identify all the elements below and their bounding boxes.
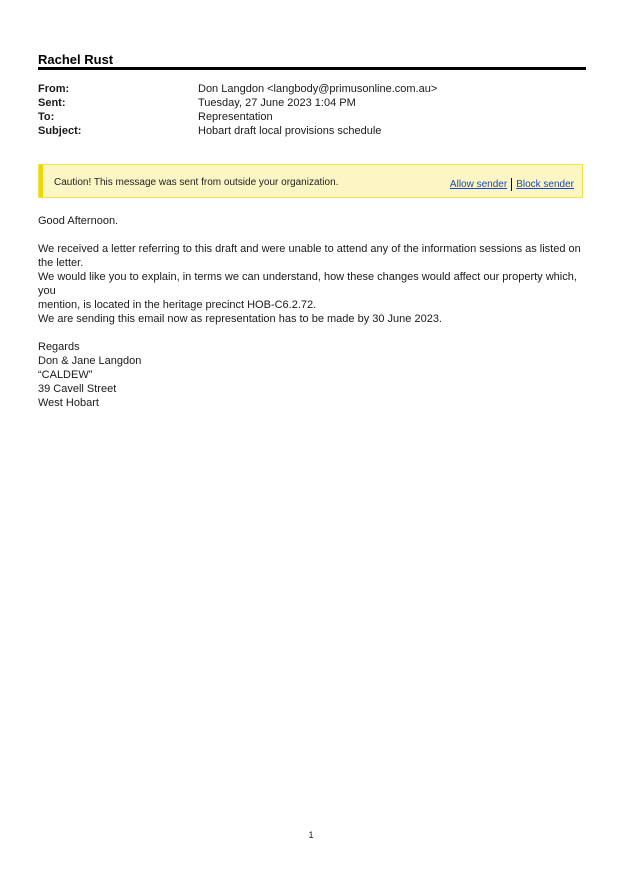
paragraph-1-line-2: the letter.	[38, 257, 84, 269]
sender-names: Don & Jane Langdon	[38, 355, 142, 367]
email-body	[38, 214, 586, 410]
paragraph-gap	[38, 228, 586, 242]
banner-accent-bar	[39, 165, 43, 197]
from-value: Don Langdon <langbody@primusonline.com.au>	[198, 83, 438, 95]
from-label: From:	[38, 83, 70, 95]
to-label: To:	[38, 111, 55, 123]
sent-value: Tuesday, 27 June 2023 1:04 PM	[198, 97, 356, 109]
subject-label: Subject:	[38, 125, 82, 137]
street-address: 39 Cavell Street	[38, 383, 117, 395]
paragraph-3: We are sending this email now as representation has to be made by 30 June 2023.	[38, 313, 442, 325]
banner-action-separator	[511, 178, 512, 191]
signoff: Regards	[38, 341, 80, 353]
subject-value: Hobart draft local provisions schedule	[198, 125, 382, 137]
external-sender-banner	[38, 164, 583, 198]
sent-row	[38, 96, 586, 110]
email-header-fields	[38, 82, 586, 138]
header-divider	[38, 67, 586, 70]
banner-actions	[450, 178, 574, 191]
caution-message: Caution! This message was sent from outside your organization.	[54, 177, 339, 188]
greeting: Good Afternoon.	[38, 215, 119, 227]
sent-label: Sent:	[38, 97, 66, 109]
to-value: Representation	[198, 111, 273, 123]
block-sender-link[interactable]: Block sender	[516, 179, 574, 190]
paragraph-2-line-2: mention, is located in the heritage precinct HOB-C6.2.72.	[38, 299, 317, 311]
paragraph-2-line-1: We would like you to explain, in terms we can understand, how these changes would affect our property which, you	[38, 271, 577, 297]
paragraph-1-line-1: We received a letter referring to this draft and were unable to attend any of the information sessions as listed on	[38, 243, 581, 255]
mailbox-owner-name: Rachel Rust	[38, 52, 114, 67]
to-row	[38, 110, 586, 124]
page-number: 1	[308, 830, 314, 840]
paragraph-gap	[38, 326, 586, 340]
allow-sender-link[interactable]: Allow sender	[449, 179, 508, 190]
property-name: “CALDEW”	[38, 369, 93, 381]
suburb: West Hobart	[38, 397, 99, 409]
subject-row	[38, 124, 586, 138]
from-row	[38, 82, 586, 96]
